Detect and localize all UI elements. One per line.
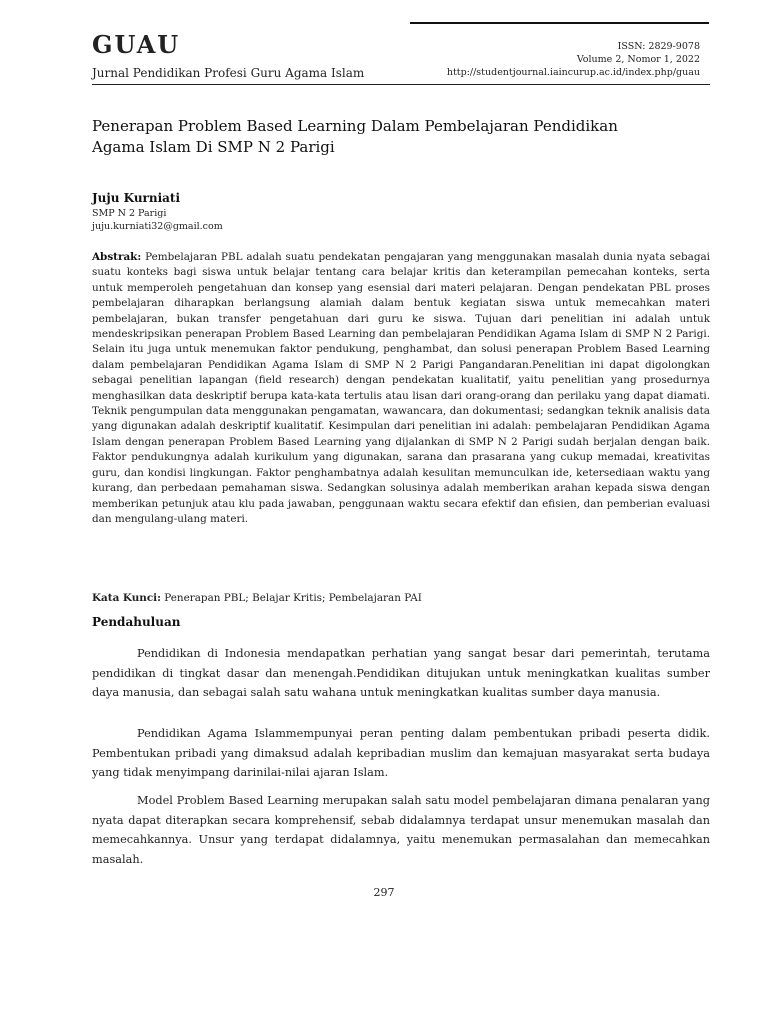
keywords — [92, 592, 710, 604]
abstract-text: Pembelajaran PBL adalah suatu pendekatan pengajaran yang menggunakan masalah dunia nyata sebagai suatu konteks bagi siswa untuk belajar tentang cara belajar kritis dan keterampilan pemecahan konteks, serta untuk memperoleh pengetahuan dan konsep yang esensial dari materi pelajaran. Dengan pendekatan PBL proses pembelajaran diharapkan berlangsung alamiah dalam bentuk kegiatan siswa untuk memecahkan materi pembelajaran, bukan transfer pengetahuan dari guru ke siswa. Tujuan dari penelitian ini adalah untuk mendeskripsikan penerapan Problem Based Learning dan pembelajaran Pendidikan Agama Islam di SMP N 2 Parigi. Selain itu juga untuk menemukan faktor pendukung, penghambat, dan solusi penerapan Problem Based Learning dalam pembelajaran Pendidikan Agama Islam di SMP N 2 Parigi Pangandaran.Penelitian ini dapat digolongkan sebagai penelitian lapangan (field research) dengan pendekatan kualitatif, yaitu penelitian yang prosedurnya menghasilkan data deskriptif berupa kata-kata tertulis atau lisan dari orang-orang dan perilaku yang dapat diamati. Teknik pengumpulan data menggunakan pengamatan, wawancara, dan dokumentasi; sedangkan teknik analisis data yang digunakan adalah deskriptif kualitatif. Kesimpulan dari penelitian ini adalah: pembelajaran Pendidikan Agama Islam dengan penerapan Problem Based Learning yang dijalankan di SMP N 2 Parigi sudah berjalan dengan baik. Faktor pendukungnya adalah kurikulum yang digunakan, sarana dan prasarana yang cukup memadai, kreativitas guru, dan kondisi lingkungan. Faktor penghambatnya adalah kesulitan memunculkan ide, ketersediaan waktu yang kurang, dan perbedaan pemahaman siswa. Sedangkan solusinya adalah memberikan arahan kepada siswa dengan memberikan petunjuk atau klu pada jawaban, penggunaan waktu secara efektif dan efisien, dan pemberian evaluasi dan mengulang-ulang materi. — [92, 251, 710, 525]
journal-name: Jurnal Pendidikan Profesi Guru Agama Islam — [92, 66, 365, 80]
author-email[interactable]: juju.kurniati32@gmail.com — [92, 221, 223, 232]
top-rule — [410, 22, 709, 24]
abstract — [92, 250, 710, 527]
journal-logo: GUAU — [92, 30, 181, 59]
keywords-text: Penerapan PBL; Belajar Kritis; Pembelajaran PAI — [164, 592, 422, 604]
paragraph-text: Model Problem Based Learning merupakan salah satu model pembelajaran dimana penalaran yang nyata dapat diterapkan secara komprehensif, sebab didalamnya terdapat unsur menemukan masalah dan memecahkannya. Unsur yang terdapat didalamnya, yaitu menemukan permasalahan dan memecahkan masalah. — [92, 794, 710, 866]
paragraph — [92, 724, 710, 783]
issn: ISSN: 2829-9078 — [617, 41, 700, 52]
header-rule — [92, 84, 710, 85]
journal-url[interactable]: http://studentjournal.iaincurup.ac.id/index.php/guau — [446, 67, 700, 78]
paragraph — [92, 644, 710, 703]
journal-meta — [447, 40, 700, 79]
title-line-2: Agama Islam Di SMP N 2 Parigi — [92, 138, 335, 156]
title-line-1: Penerapan Problem Based Learning Dalam Pembelajaran Pendidikan — [92, 117, 618, 135]
keywords-label: Kata Kunci: — [92, 592, 161, 604]
paragraph-text: Pendidikan Agama Islammempunyai peran penting dalam pembentukan pribadi peserta didik. Pembentukan pribadi yang dimaksud adalah kepribadian muslim dan kemajuan masyarakat serta budaya yang tidak menyimpang darinilai-nilai ajaran Islam. — [92, 727, 710, 779]
author-affiliation: SMP N 2 Parigi — [92, 208, 167, 219]
paragraph-text: Pendidikan di Indonesia mendapatkan perhatian yang sangat besar dari pemerintah, terutama pendidikan di tingkat dasar dan menengah.Pendidikan ditujukan untuk meningkatkan kualitas sumber daya manusia, dan sebagai salah satu wahana untuk meningkatkan kualitas sumber daya manusia. — [92, 647, 710, 699]
abstract-label: Abstrak: — [92, 251, 142, 263]
article-title — [92, 116, 692, 158]
author-name: Juju Kurniati — [92, 191, 181, 205]
volume-info: Volume 2, Nomor 1, 2022 — [576, 54, 700, 65]
section-title: Pendahuluan — [92, 615, 181, 629]
page-number: 297 — [373, 886, 395, 899]
paragraph — [92, 791, 710, 869]
